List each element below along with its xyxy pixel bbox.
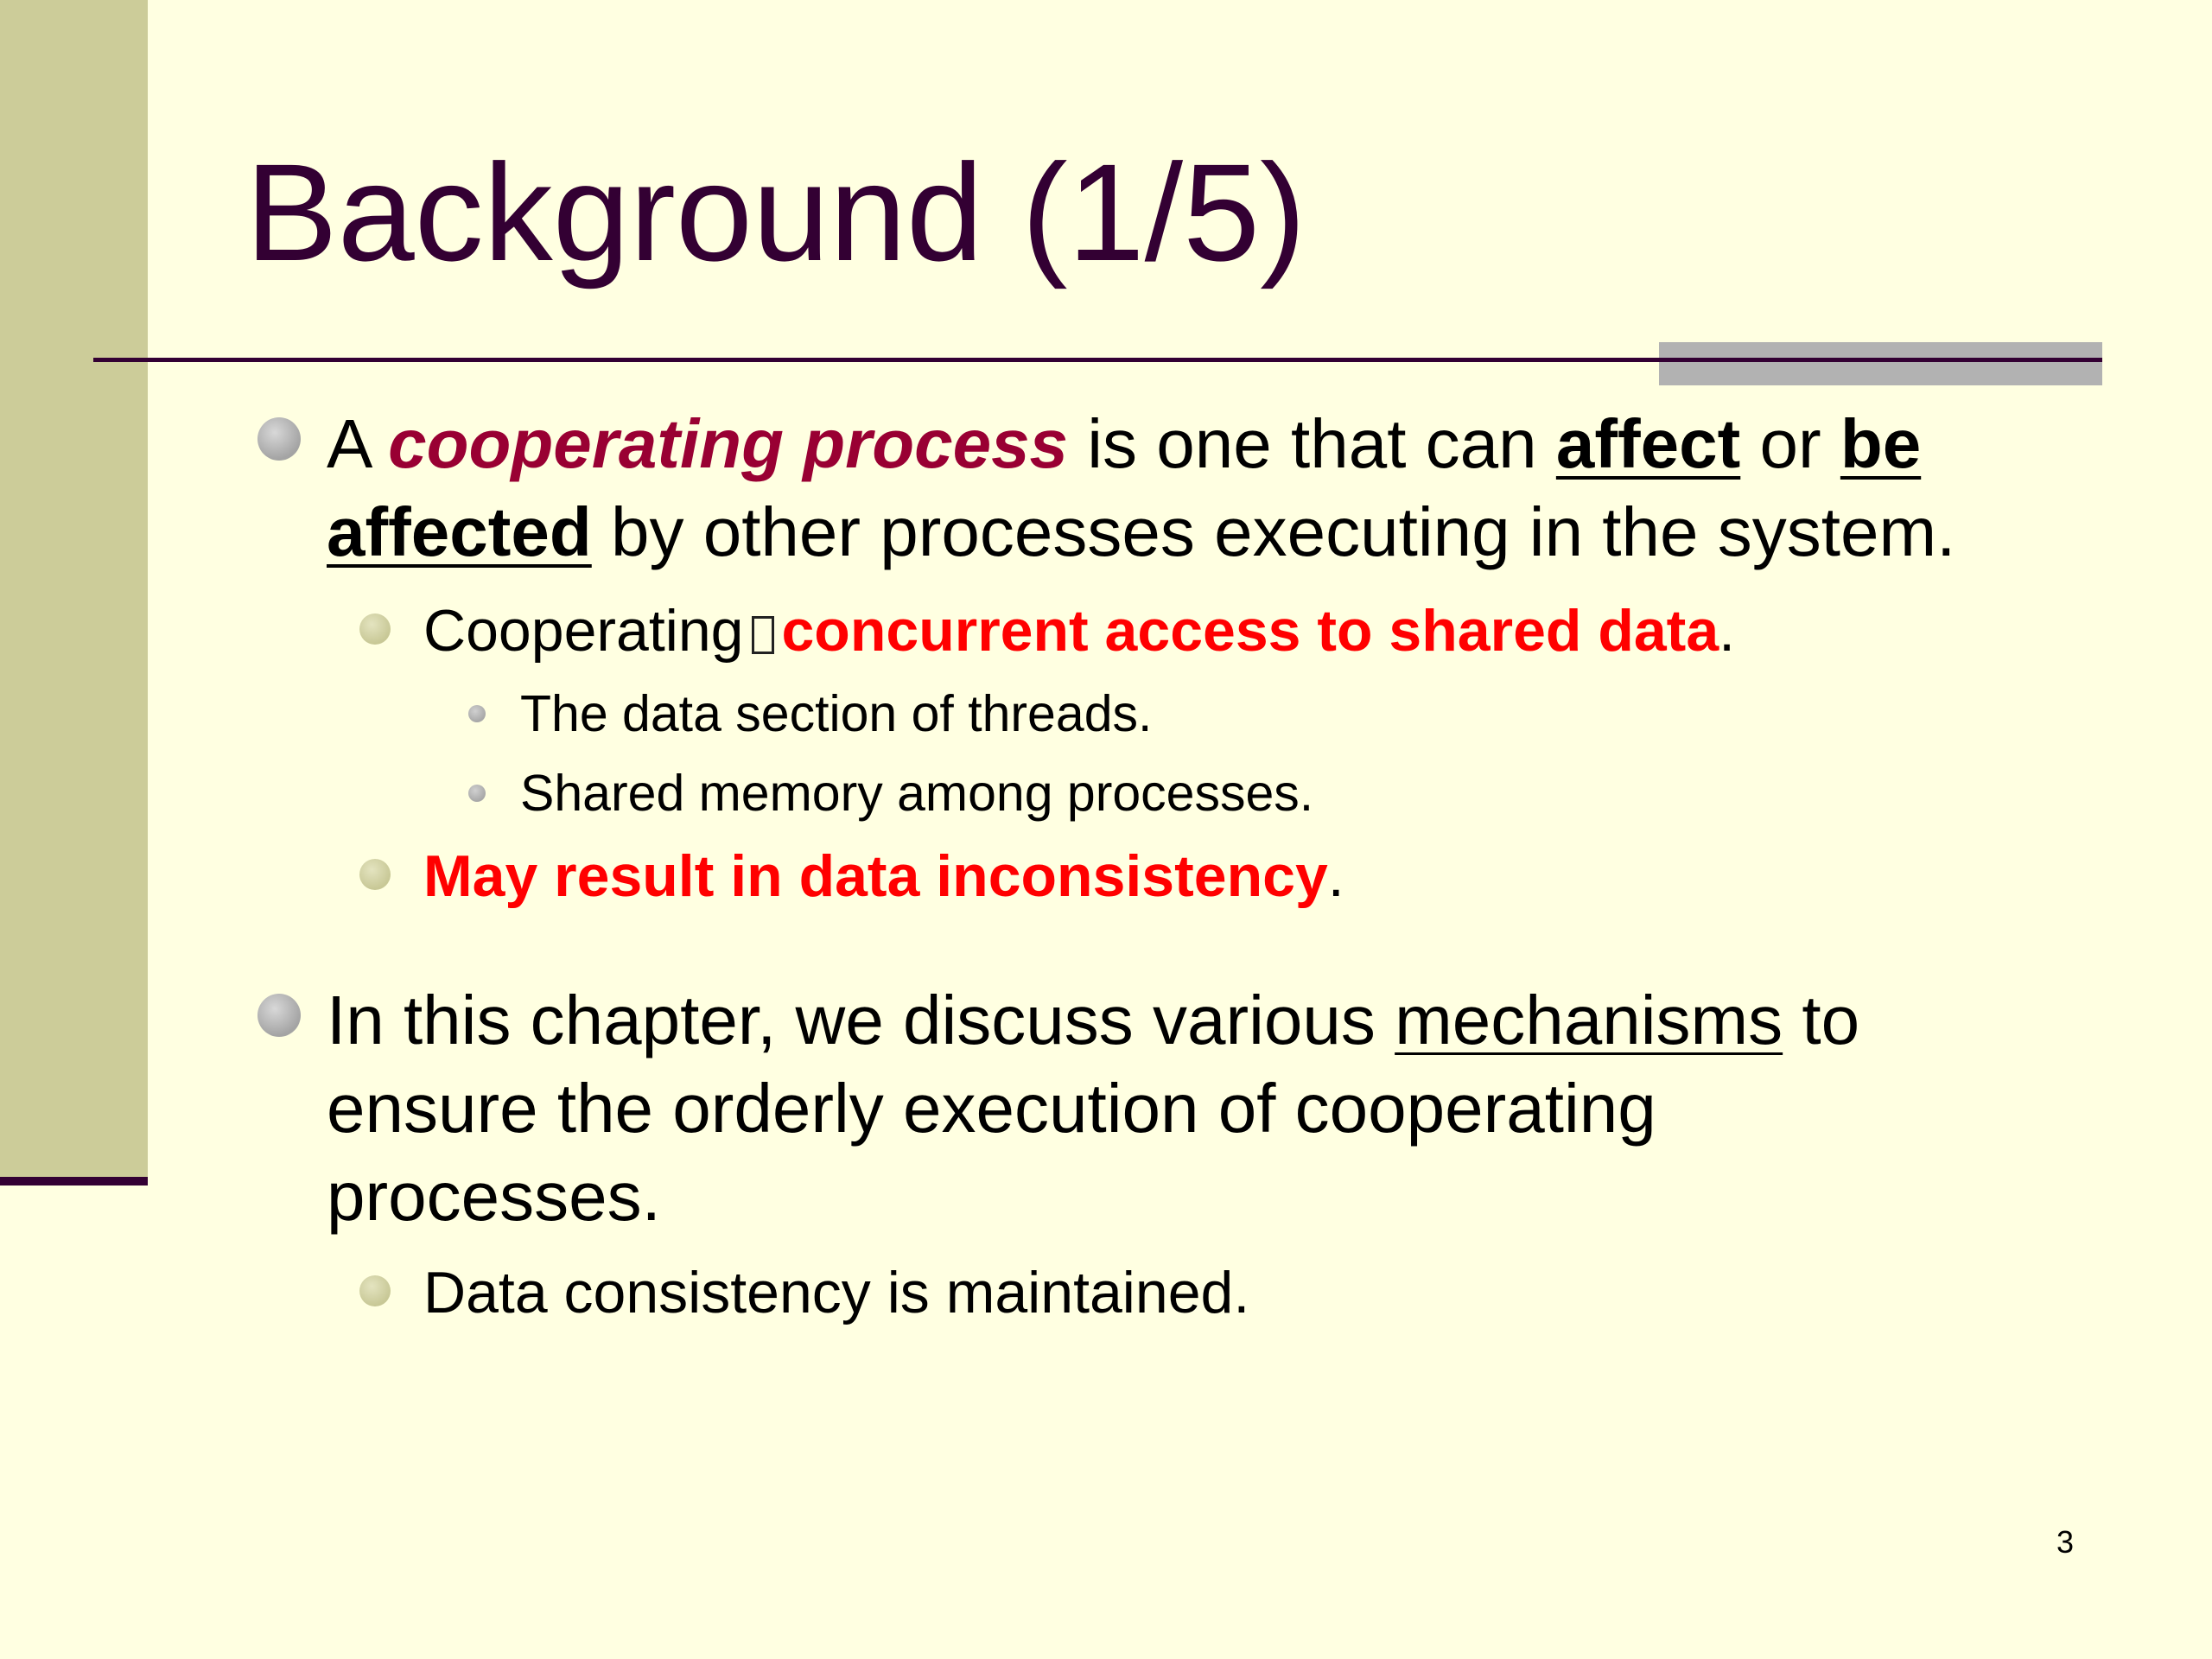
round-bullet-icon — [257, 417, 301, 461]
round-bullet-icon — [257, 994, 301, 1037]
sub-bullet-data-inconsistency: May result in data inconsistency. — [423, 838, 1344, 914]
term-affected: affected — [327, 493, 592, 570]
sub-bullet-concurrent-access: Cooperating concurrent access to shared data. — [423, 593, 1735, 669]
slide-title: Background (1/5) — [245, 135, 1306, 289]
term-cooperating-process: cooperating process — [388, 405, 1069, 482]
term-be: be — [1840, 405, 1922, 482]
term-affect: affect — [1555, 405, 1741, 482]
bullet-chapter-mechanisms-line1: In this chapter, we discuss various mechanisms to — [327, 976, 1859, 1065]
highlight-concurrent-access: concurrent access to shared data — [781, 598, 1719, 664]
sub-sub-bullet-data-section: The data section of threads. — [520, 681, 1152, 747]
sub-bullet-data-consistency: Data consistency is maintained. — [423, 1255, 1249, 1331]
left-decorative-bar — [0, 0, 148, 1177]
term-mechanisms: mechanisms — [1395, 982, 1783, 1058]
round-bullet-icon — [468, 785, 486, 802]
bullet-cooperating-process-line2: affected by other processes executing in the system. — [327, 493, 1956, 570]
sub-sub-bullet-shared-memory: Shared memory among processes. — [520, 760, 1313, 826]
round-bullet-icon — [359, 1275, 391, 1306]
round-bullet-icon — [359, 613, 391, 645]
highlight-data-inconsistency: May result in data inconsistency — [423, 843, 1328, 909]
left-bar-rule — [0, 1177, 148, 1185]
title-underline-rule — [93, 358, 2102, 362]
bullet-chapter-mechanisms-line3: processes. — [327, 1158, 661, 1235]
page-number: 3 — [2056, 1524, 2075, 1560]
bullet-chapter-mechanisms-line2: ensure the orderly execution of cooperating — [327, 1070, 1656, 1147]
missing-glyph-icon — [752, 616, 774, 654]
bullet-cooperating-process-line1: A cooperating process is one that can affect or be — [327, 400, 1921, 488]
round-bullet-icon — [468, 705, 486, 722]
round-bullet-icon — [359, 859, 391, 890]
title-accent-bar — [1659, 342, 2102, 385]
